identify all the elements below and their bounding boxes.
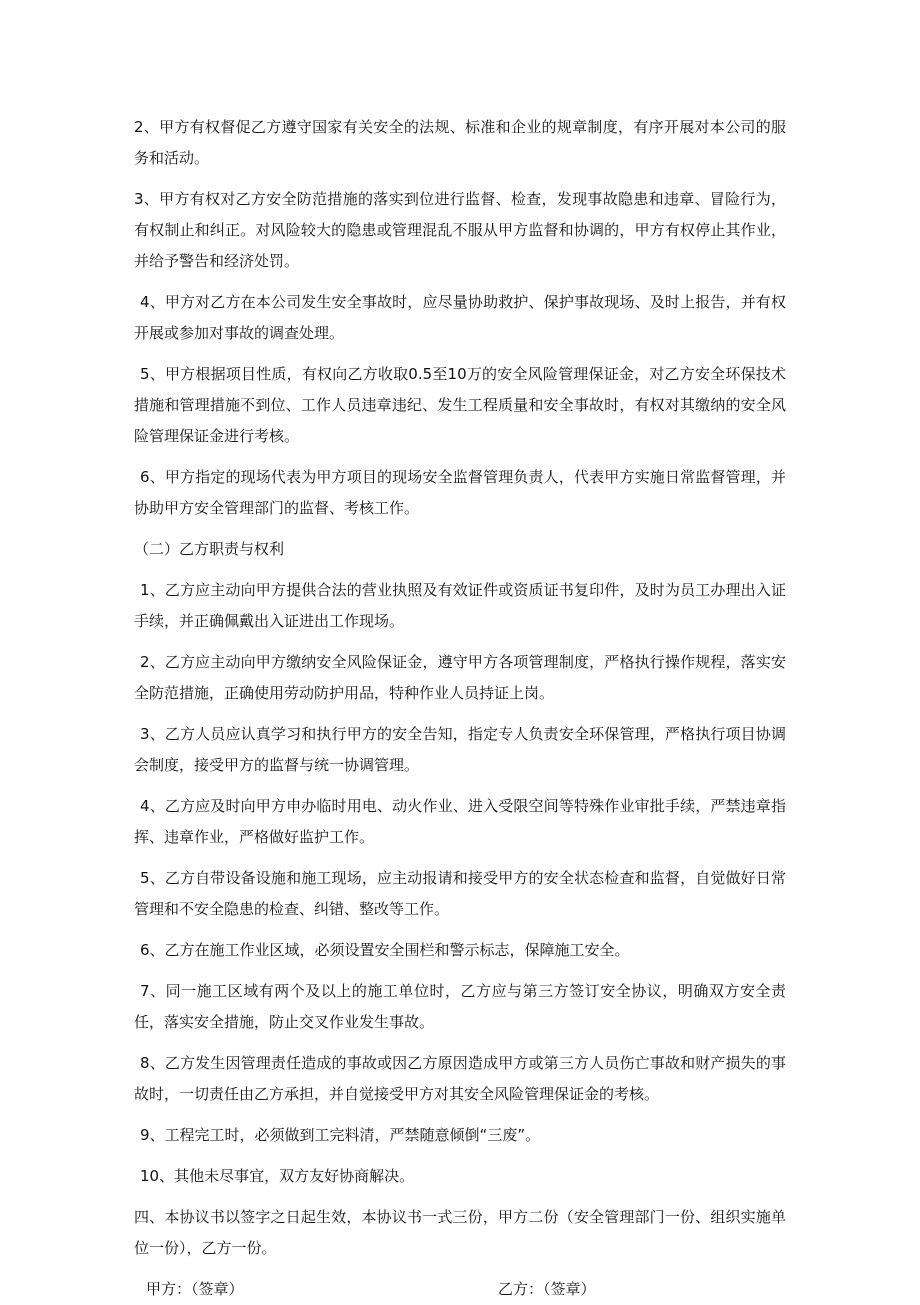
clause-b-2: 2、乙方应主动向甲方缴纳安全风险保证金，遵守甲方各项管理制度，严格执行操作规程，落实安全防范措施，正确使用劳动防护用品，特种作业人员持证上岗。 [134,653,786,702]
clause-b-7: 7、同一施工区域有两个及以上的施工单位时，乙方应与第三方签订安全协议，明确双方安全责任，落实安全措施，防止交叉作业发生事故。 [134,982,786,1031]
clause-b-5: 5、乙方自带设备设施和施工现场，应主动报请和接受甲方的安全状态检查和监督，自觉做好日常管理和不安全隐患的检查、纠错、整改等工作。 [134,869,786,918]
clause-a-6: 6、甲方指定的现场代表为甲方项目的现场安全监督管理负责人，代表甲方实施日常监督管理，并协助甲方安全管理部门的监督、考核工作。 [134,468,786,517]
clause-b-1: 1、乙方应主动向甲方提供合法的营业执照及有效证件或资质证书复印件，及时为员工办理出入证手续，并正确佩戴出入证进出工作现场。 [134,581,786,630]
clause-b-9: 9、工程完工时，必须做到工完料清，严禁随意倾倒“三废”。 [140,1126,541,1144]
clause-a-5: 5、甲方根据项目性质，有权向乙方收取0.5至10万的安全风险管理保证金，对乙方安全环保技术措施和管理措施不到位、工作人员违章违纪、发生工程质量和安全事故时，有权对其缴纳的安全风险管理保证金进行考核。 [134,365,786,445]
clause-a-3: 3、甲方有权对乙方安全防范措施的落实到位进行监督、检查，发现事故隐患和违章、冒险行为，有权制止和纠正。对风险较大的隐患或管理混乱不服从甲方监督和协调的，甲方有权停止其作业，并给予警告和经济处罚。 [134,190,786,270]
clause-effective: 四、本协议书以签字之日起生效，本协议书一式三份，甲方二份（安全管理部门一份、组织实施单位一份），乙方一份。 [134,1208,786,1257]
clause-b-4: 4、乙方应及时向甲方申办临时用电、动火作业、进入受限空间等特殊作业审批手续，严禁违章指挥、违章作业，严格做好监护工作。 [134,797,786,846]
signature-row [134,1274,786,1305]
clause-a-4: 4、甲方对乙方在本公司发生安全事故时，应尽量协助救护、保护事故现场、及时上报告，并有权开展或参加对事故的调查处理。 [134,293,786,342]
party-b-signature: 乙方：（签章） [498,1280,596,1298]
clause-b-10: 10、其他未尽事宜，双方友好协商解决。 [140,1167,415,1185]
document-body [134,112,786,1305]
clause-b-3: 3、乙方人员应认真学习和执行甲方的安全告知，指定专人负责安全环保管理，严格执行项目协调会制度，接受甲方的监督与统一协调管理。 [134,725,786,774]
clause-b-6: 6、乙方在施工作业区域，必须设置安全围栏和警示标志，保障施工安全。 [140,941,630,959]
section-heading-party-b: （二）乙方职责与权利 [134,540,285,558]
party-a-signature: 甲方：（签章） [146,1280,244,1298]
clause-a-2: 2、甲方有权督促乙方遵守国家有关安全的法规、标准和企业的规章制度，有序开展对本公司的服务和活动。 [134,118,786,167]
clause-b-8: 8、乙方发生因管理责任造成的事故或因乙方原因造成甲方或第三方人员伤亡事故和财产损失的事故时，一切责任由乙方承担，并自觉接受甲方对其安全风险管理保证金的考核。 [134,1054,786,1103]
